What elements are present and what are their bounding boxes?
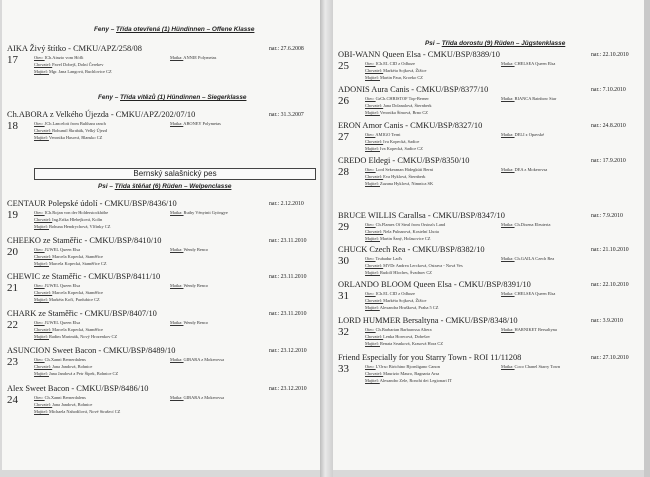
sire-line: Otec: JUWEL Queen Elsa: [34, 247, 81, 252]
sire-line: Otec: JCh.Lancelott from Bulthara ranch: [34, 121, 106, 126]
dam-line: Matka: Ch.GAILA Czech Rea: [501, 256, 555, 261]
birth-date: nar.: 27.6.2008: [269, 46, 304, 52]
entry-number: 18: [7, 120, 18, 132]
entry-number: 26: [338, 95, 349, 107]
breeder-line: Chovatel: Lenka Horecová, Dobešov: [365, 334, 431, 339]
entry-number: 33: [338, 363, 349, 375]
birth-date: nar.: 23.12.2010: [269, 386, 307, 392]
breeder-line: Chovatel: Jana Jandová, Bohnice: [34, 364, 93, 369]
breeder-line: Chovatel: Pavel Dobejš, Dolní Čerekev: [34, 62, 104, 67]
dam-line: Matka: Wendy Benco: [170, 320, 209, 325]
entry-number: 24: [7, 394, 18, 406]
sire-line: Otec: GrCh.CHRISTOF Top-Berner: [365, 96, 429, 101]
breeder-line: Chovatel: Markéta Sojková, Žižice: [365, 298, 427, 303]
birth-date: nar.: 21.10.2010: [591, 247, 629, 253]
dam-line: Matka: Ch.Dixena Eleuteria: [501, 222, 551, 227]
entry-title: ADONIS Aura Canis - CMKU/BSP/8377/10: [338, 85, 489, 94]
sire-line: Otec: Ch.Barbarian Barbarossa Altera: [365, 327, 432, 332]
page-edge: [644, 0, 650, 477]
sire-line: Otec: Ch.Xanni Bernerdalens: [34, 357, 86, 362]
breeder-line: Chovatel: Marcela Kopecká, Staměřice: [34, 254, 104, 259]
dam-line: Matka: DEA z Mokerovsa: [501, 167, 548, 172]
dam-line: Matka: GIBARA z Mokerovsa: [170, 395, 225, 400]
dam-line: Matka: HARNIKET Bersaltyna: [501, 327, 557, 332]
birth-date: nar.: 31.3.2007: [269, 112, 304, 118]
entry-number: 20: [7, 246, 18, 258]
owner-line: Majitel: Markéta Kočí, Pardubice CZ: [34, 297, 100, 302]
entry-title: ERON Amor Canis - CMKU/BSP/8327/10: [338, 121, 483, 130]
owner-line: Majitel: Alexandra Hrušková, Praha 5 CZ: [365, 305, 439, 310]
entry-title: BRUCE WILLIS Carallsa - CMKU/BSP/8347/10: [338, 211, 505, 220]
owner-line: Majitel: Bohuna Hendrychová, Vlčínky CZ: [34, 224, 111, 229]
entry-title: CREDO Eldegi - CMKU/BSP/8350/10: [338, 156, 470, 165]
owner-line: Majitel: Alexandro Zele, Ronchi dei Legionari IT: [365, 378, 452, 383]
sire-line: Otec: Lord Sekeranan Hidegkúti Berni: [365, 167, 434, 172]
breeder-line: Chovatel: MVDr Andrea Lercková, Ostrava - Nová Ves: [365, 263, 463, 268]
sire-line: Otec: Ch.Xanni Bernerdalens: [34, 395, 86, 400]
section-heading: Psi – Třída dorostu (9) Rüden – Jügstenklasse: [425, 40, 566, 47]
owner-line: Majitel: Michaela Nahodilová, Nové Strašecí CZ: [34, 409, 121, 414]
birth-date: nar.: 17.9.2010: [591, 158, 626, 164]
dam-line: Matka: ANNIE Polymetas: [170, 55, 217, 60]
entry-number: 32: [338, 326, 349, 338]
section-heading: Feny – Třída otevřená (1) Hündinnen – Offene Klasse: [94, 26, 255, 33]
sire-line: Otec: ICh.Rojan von der Holderstockhöhe: [34, 210, 109, 215]
birth-date: nar.: 23.11.2010: [269, 311, 307, 317]
dam-line: Matka: CHELSEA Queen Elsa: [501, 291, 556, 296]
entry-number: 25: [338, 60, 349, 72]
entry-title: AIKA Živý štítko - CMKU/APZ/258/08: [7, 44, 142, 53]
entry-number: 17: [7, 54, 18, 66]
dam-line: Matka: Coco Chanel Starry Town: [501, 364, 561, 369]
entry-title: CHEWIC ze Staměřic - CMKU/BSP/8411/10: [7, 272, 161, 281]
breeder-line: Chovatel: Marcela Kopecká, Staměřice: [34, 290, 104, 295]
owner-line: Majitel: Veronika Šímová, Brno CZ: [365, 110, 428, 115]
breeder-line: Chovatel: Iva Kopecká, Sadice: [365, 139, 420, 144]
entry-title: Friend Especially for you Starry Town - ROI 11/11208: [338, 353, 522, 362]
owner-line: Majitel: Martin Šaný, Holasovice CZ: [365, 236, 431, 241]
section-heading: Psi – Třída štěňat (6) Rüden – Welpenclasse: [98, 183, 232, 190]
breeder-line: Chovatel: Nela Pulnarová, Kostelní Lhota: [365, 229, 439, 234]
dam-line: Matka: CHELSEA Queen Elsa: [501, 61, 556, 66]
sire-line: Otec: JUWEL Queen Elsa: [34, 283, 81, 288]
breeder-line: Chovatel: Jana Dolanalová, Šternberk: [365, 103, 432, 108]
entry-number: 21: [7, 282, 18, 294]
entry-number: 29: [338, 221, 349, 233]
birth-date: nar.: 23.12.2010: [269, 348, 307, 354]
owner-line: Majitel: Marcela Kopecká, Staměřice CZ: [34, 261, 107, 266]
birth-date: nar.: 2.12.2010: [269, 201, 304, 207]
owner-line: Majitel: Rudolf Hloches, Švadnov CZ: [365, 270, 432, 275]
owner-line: Majitel: Iva Kopecká, Sadice CZ: [365, 146, 423, 151]
dam-line: Matka: DELI z Opavské: [501, 132, 545, 137]
entry-number: 22: [7, 319, 18, 331]
entry-title: CHEEKO ze Staměřic - CMKU/BSP/8410/10: [7, 236, 162, 245]
sire-line: Otec: L'Orso Birichino Bjornligano Canon: [365, 364, 440, 369]
breeder-line: Chovatel: Jana Jandová, Bohnice: [34, 402, 93, 407]
dam-line: Matka: GIBARA z Mokerovsa: [170, 357, 225, 362]
entry-title: CHUCK Czech Rea - CMKU/BSP/8382/10: [338, 245, 485, 254]
entry-title: CENTAUR Polepské údolí - CMKU/BSP/8436/10: [7, 199, 177, 208]
sire-line: Otec: ICh.EL CID z Odhoze: [365, 291, 415, 296]
entry-number: 23: [7, 356, 18, 368]
sire-line: Otec: AMIGO Terni: [365, 132, 401, 137]
sire-line: Otec: Ch.Flames Of Steal from Orsina's Land: [365, 222, 446, 227]
entry-title: Alex Sweet Bacon - CMKU/BSP/8486/10: [7, 384, 149, 393]
entry-title: ORLANDO BLOOM Queen Elsa - CMKU/BSP/8391/10: [338, 280, 531, 289]
breed-heading: Bernský salašnický pes: [34, 168, 316, 180]
birth-date: nar.: 23.11.2010: [269, 238, 307, 244]
left-page: [2, 0, 320, 470]
sire-line: Otec: ICh.Ainzio vom Höfli: [34, 55, 84, 60]
owner-line: Majitel: Mgr. Jana Langová, Buchlovice CZ: [34, 69, 112, 74]
owner-line: Majitel: Jana Jandová a Petr Šípek, Bohnice CZ: [34, 371, 119, 376]
birth-date: nar.: 22.10.2010: [591, 282, 629, 288]
dam-line: Matka: ABONEY Polymetas: [170, 121, 221, 126]
breeder-line: Chovatel: Ing.Erika Hlebejková, Kolín: [34, 217, 103, 222]
owner-line: Majitel: Radim Marimák, Nový Hrozenkov CZ: [34, 334, 118, 339]
dam-line: Matka: Wendy Benco: [170, 247, 209, 252]
entry-title: LORD HUMMER Bersaltyna - CMKU/BSP/8348/10: [338, 316, 518, 325]
sire-line: Otec: ICh.EL CID z Odhoze: [365, 61, 415, 66]
right-page: [333, 0, 644, 470]
breeder-line: Chovatel: Eva Hyklová, Šternberk: [365, 174, 426, 179]
entry-title: OBI-WANN Queen Elsa - CMKU/BSP/8389/10: [338, 50, 500, 59]
entry-number: 27: [338, 131, 349, 143]
breeder-line: Chovatel: Bohumil Škrabák, Velký Újezd: [34, 128, 107, 133]
dam-line: Matka: Ruthy Vényinit Gyöngye: [170, 210, 228, 215]
dam-line: Matka: Wendy Benco: [170, 283, 209, 288]
owner-line: Majitel: Veronika Hasová, Blansko CZ: [34, 135, 103, 140]
birth-date: nar.: 27.10.2010: [591, 355, 629, 361]
sire-line: Otec: JUWEL Queen Elsa: [34, 320, 81, 325]
sire-line: Otec: Trubadur Lad's: [365, 256, 403, 261]
breeder-line: Chovatel: Markéta Sojková, Žižice: [365, 68, 427, 73]
entry-number: 30: [338, 255, 349, 267]
entry-number: 19: [7, 209, 18, 221]
birth-date: nar.: 7.9.2010: [591, 213, 623, 219]
entry-title: ASUNCION Sweet Bacon - CMKU/BSP/8489/10: [7, 346, 176, 355]
owner-line: Majitel: Zuzana Hyklová, Nimnica SK: [365, 181, 434, 186]
birth-date: nar.: 3.9.2010: [591, 318, 623, 324]
owner-line: Majitel: Renata Srsnková, Krasová Hora CZ: [365, 341, 444, 346]
breeder-line: Chovatel: Marcela Kopecká, Staměřice: [34, 327, 104, 332]
entry-number: 28: [338, 166, 349, 178]
entry-title: Ch.ABORA z Velkého Újezda - CMKU/APZ/202/07/10: [7, 110, 196, 119]
entry-number: 31: [338, 290, 349, 302]
birth-date: nar.: 23.11.2010: [269, 274, 307, 280]
birth-date: nar.: 22.10.2010: [591, 52, 629, 58]
dam-line: Matka: BIANCA Rainbow Star: [501, 96, 557, 101]
birth-date: nar.: 24.8.2010: [591, 123, 626, 129]
owner-line: Majitel: Martin Paur, Kroeko CZ: [365, 75, 423, 80]
section-heading: Feny – Třída vítězů (1) Hündinnen – Siegerklasse: [98, 94, 247, 101]
entry-title: CHARK ze Staměřic - CMKU/BSP/8407/10: [7, 309, 157, 318]
birth-date: nar.: 7.10.2010: [591, 87, 626, 93]
book-gutter: [320, 0, 333, 477]
breeder-line: Chovatel: Maurizio Mauro, Bagnaria Arsa: [365, 371, 440, 376]
